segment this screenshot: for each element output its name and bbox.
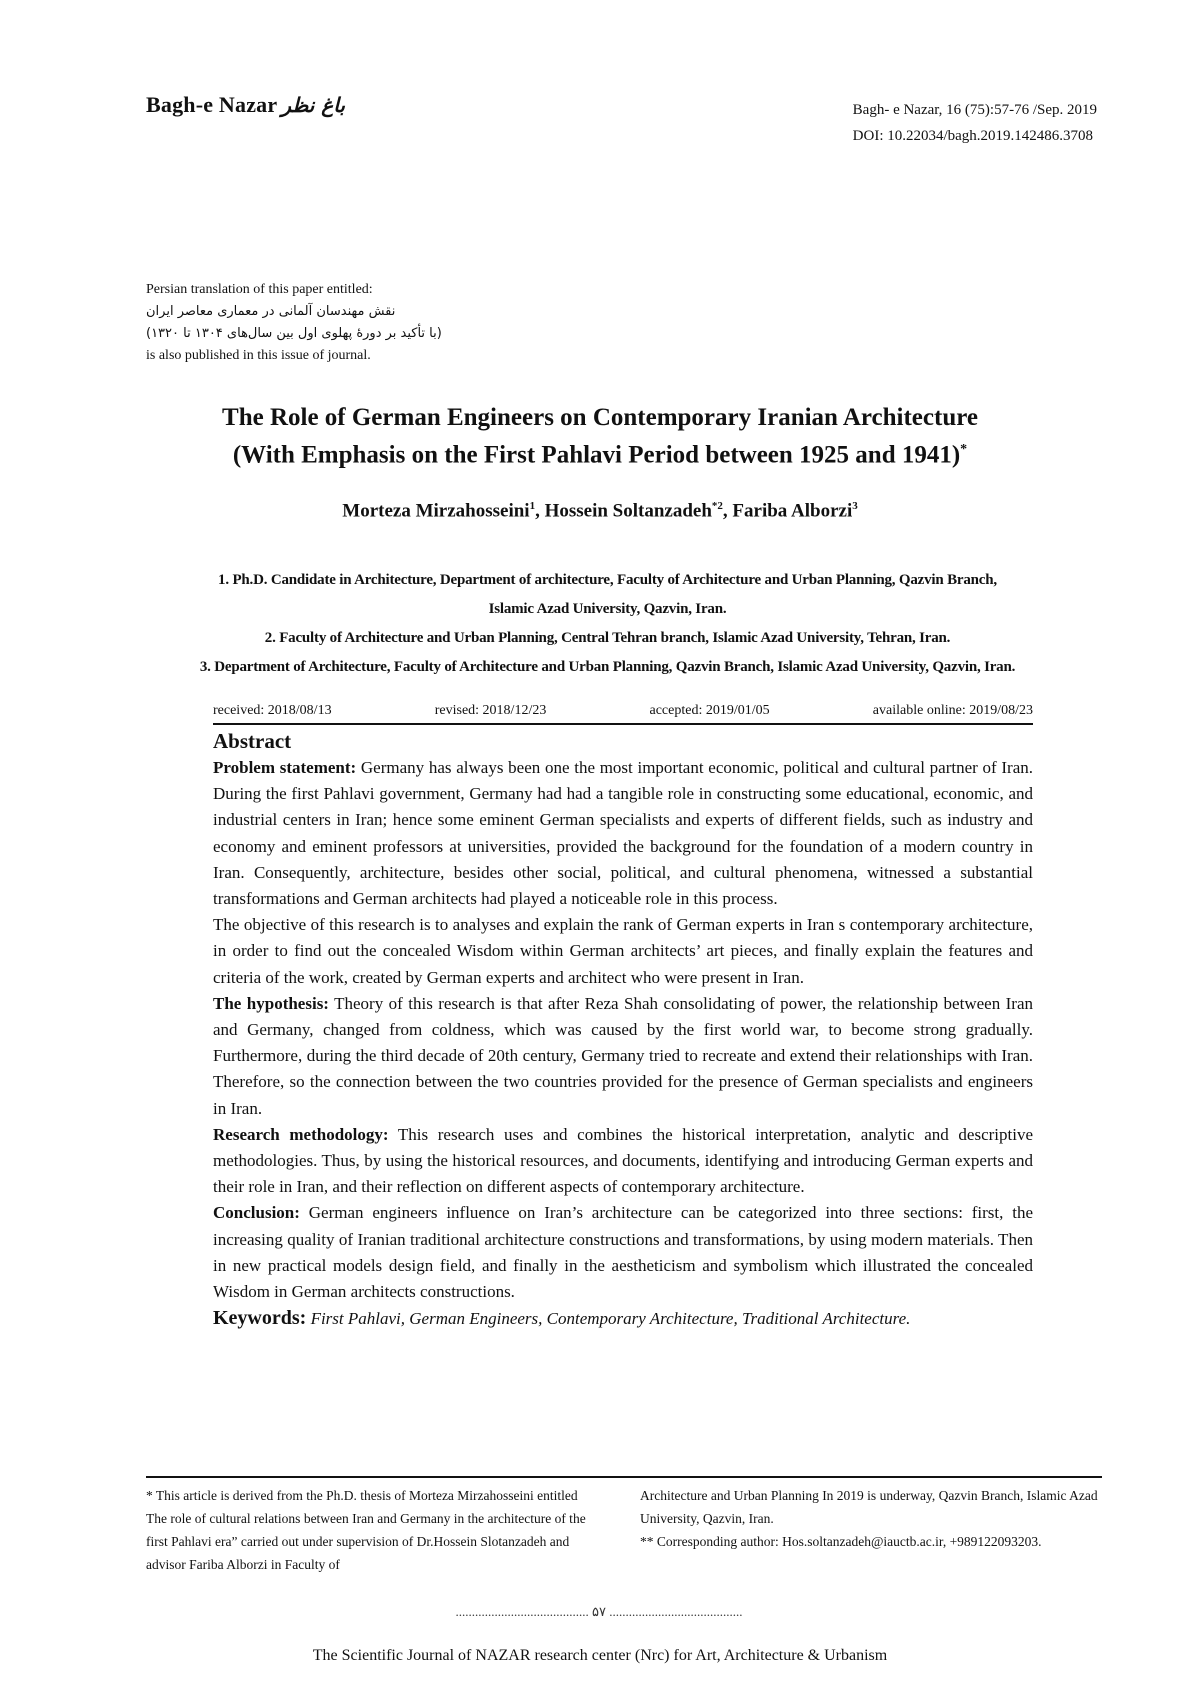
brand-logo: باغ نظر xyxy=(281,93,345,117)
title-line2: (With Emphasis on the First Pahlavi Period between 1925 and 1941)* xyxy=(232,441,968,469)
author-1: Morteza Mirzahosseini xyxy=(342,500,530,522)
date-accepted: accepted: 2019/01/05 xyxy=(649,703,770,718)
affiliation-3: 3. Department of Architecture, Faculty of Architecture and Urban Planning, Qazvin Branch, Islamic Azad University, Qazvin, Iran. xyxy=(199,659,1016,675)
translation-note xyxy=(146,279,606,367)
translation-note-intro: Persian translation of this paper entitled: xyxy=(146,282,373,297)
citation-block xyxy=(853,97,1097,149)
citation-doi[interactable]: DOI: 10.22034/bagh.2019.142486.3708 xyxy=(852,128,1094,144)
paper-title xyxy=(100,402,1100,471)
keywords: Keywords: First Pahlavi, German Engineers, Contemporary Architecture, Traditional Architecture. xyxy=(213,1307,911,1330)
citation-volume: Bagh- e Nazar, 16 (75):57-76 /Sep. 2019 xyxy=(852,102,1097,118)
page-number: ......................................... ۵۷ ......................................... xyxy=(455,1604,743,1619)
journal-footer: The Scientific Journal of NAZAR research center (Nrc) for Art, Architecture & Urbanism xyxy=(312,1647,888,1664)
abstract xyxy=(213,728,1033,1332)
title-line1: The Role of German Engineers on Contemporary Iranian Architecture xyxy=(222,404,978,431)
journal-brand xyxy=(146,92,345,118)
footnote-divider xyxy=(146,1476,1102,1478)
footnote-right xyxy=(640,1484,1100,1553)
methodology: Research methodology: This research uses and combines the historical interpretation, analytic and descriptive methodologies. Thus, by using the historical resources, and documents, identifying and introducing German experts and their role in Iran, and their reflection on different aspects of contemporary architecture. xyxy=(213,1124,1033,1197)
date-online: available online: 2019/08/23 xyxy=(872,703,1033,718)
affiliation-1-cont: Islamic Azad University, Qazvin, Iran. xyxy=(488,601,727,617)
affiliation-1: 1. Ph.D. Candidate in Architecture, Department of architecture, Faculty of Architecture and Urban Planning, Qazvin Branch, xyxy=(218,572,997,588)
date-revised: revised: 2018/12/23 xyxy=(434,703,547,718)
footnote-continuation: Architecture and Urban Planning In 2019 is underway, Qazvin Branch, Islamic Azad University, Qazvin, Iran. xyxy=(640,1488,1098,1526)
title-footnote-mark: * xyxy=(960,442,968,457)
date-received: received: 2018/08/13 xyxy=(213,703,332,718)
conclusion: Conclusion: German engineers influence on Iran’s architecture can be categorized into three sections: first, the increasing quality of Iranian traditional architecture constructions and transformations, by using modern materials. Then in new practical models design field, and finally in the aestheticism and symbolism which illustrated the concealed Wisdom in German architects constructions. xyxy=(213,1203,1033,1302)
footnote-corresponding-author[interactable]: ** Corresponding author: Hos.soltanzadeh@iauctb.ac.ir, +989122093203. xyxy=(640,1534,1042,1549)
footnote-article-origin: * This article is derived from the Ph.D. thesis of Morteza Mirzahosseini entitled The role of cultural relations between Iran and Germany in the architecture of the first Pahlavi era” carried out under supervision of Dr.Hossein Slotanzadeh and advisor Fariba Alborzi in Faculty of xyxy=(146,1488,586,1572)
affiliation-2: 2. Faculty of Architecture and Urban Planning, Central Tehran branch, Islamic Azad University, Tehran, Iran. xyxy=(264,630,951,646)
author-list: Morteza Mirzahosseini$^1$, Hossein Soltanzadeh$^{*2}$, Fariba Alborzi$^3$ xyxy=(342,500,858,522)
translation-note-outro: is also published in this issue of journal. xyxy=(146,348,371,363)
abstract-heading: Abstract xyxy=(213,729,292,753)
objective: The objective of this research is to analyses and explain the rank of German experts in Iran s contemporary architecture, in order to find out the concealed Wisdom within German architects’ art pieces, and finally explain the features and criteria of the work, created by German experts and architect who were present in Iran. xyxy=(213,915,1033,987)
hypothesis: The hypothesis: Theory of this research is that after Reza Shah consolidating of power, the relationship between Iran and Germany, changed from coldness, which was caused by the first world war, to become strong gradually. Furthermore, during the third decade of 20th century, Germany tried to recreate and extend their relationships with Iran. Therefore, so the connection between the two countries provided for the presence of German specialists and engineers in Iran. xyxy=(213,993,1034,1118)
affiliations xyxy=(120,566,1095,682)
problem-statement: Problem statement: Germany has always been one the most important economic, political and cultural partner of Iran. During the first Pahlavi government, Germany had had a tangible role in constructing some educational, economic, and industrial centers in Iran; hence some eminent German specialists and experts of different fields, such as industry and economy and eminent professors at universities, provided the background for the foundation of a modern country in Iran. Consequently, architecture, besides other social, political, and cultural phenomena, witnessed a substantial transformations and German architects had played a noticeable role in this process. xyxy=(213,758,1033,909)
persian-title-line2: (با تأکید بر دورۀ پهلوی اول بین سال‌های ۱۳۰۴ تا ۱۳۲۰) xyxy=(146,326,442,341)
author-3: Fariba Alborzi xyxy=(732,500,853,522)
brand-name: Bagh-e Nazar xyxy=(146,92,278,117)
persian-title-line1: نقش مهندسان آلمانی در معماری معاصر ایران xyxy=(146,304,396,319)
submission-dates xyxy=(213,703,1033,725)
author-2: Hossein Soltanzadeh xyxy=(544,500,712,522)
